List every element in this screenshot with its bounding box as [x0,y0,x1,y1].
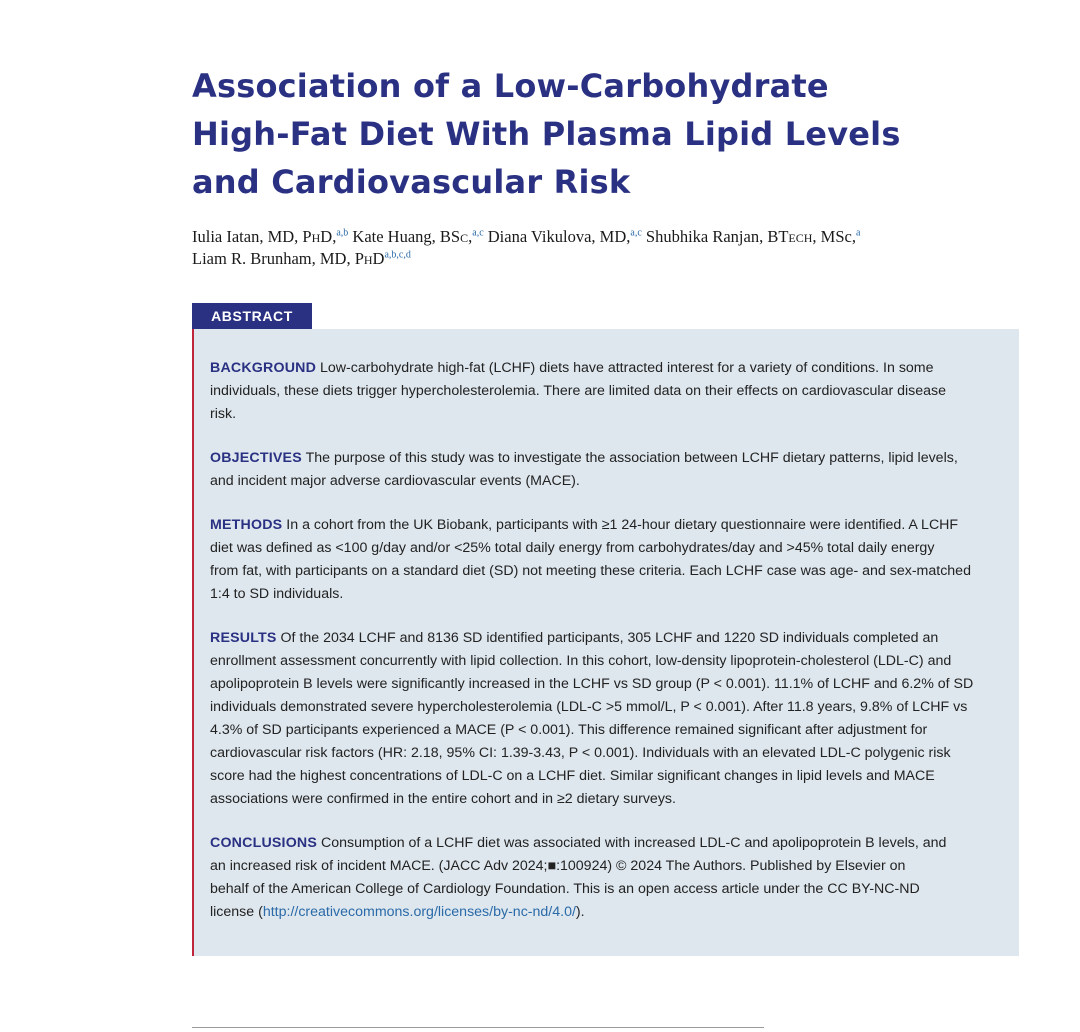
affiliation-marker[interactable]: a [855,227,861,239]
section-heading: METHODS [210,517,283,533]
author: Kate Huang, BSc,$^{a,c}$ [352,227,484,246]
author: Liam R. Brunham, MD, PhD$^{a,b,c,d}$ [192,249,411,268]
license-link[interactable]: http://creativecommons.org/licenses/by-nc-nd/4.0/ [262,904,576,920]
abstract-conclusions: CONCLUSIONS Consumption of a LCHF diet was associated with increased LDL-C and apolipoprotein B levels, and an increased risk of incident MACE. (JACC Adv 2024;■:100924) © 2024 The Authors. Published by Elsevier on behalf of the American College of Cardiology Foundation. This is an open access article under the CC BY-NC-ND license (http://creativecommons.org/licenses/by-nc-nd/4.0/). [210,835,947,920]
abstract-label: ABSTRACT [192,303,312,329]
author-line [192,248,1012,270]
footer-divider [192,1027,764,1028]
section-heading: CONCLUSIONS [210,835,318,851]
affiliation-marker[interactable]: a,b,c,d [384,249,411,261]
affiliation-marker[interactable]: a,b [336,227,349,239]
abstract-results: RESULTS Of the 2034 LCHF and 8136 SD identified participants, 305 LCHF and 1220 SD individuals completed an enrollment assessment concurrently with lipid collection. In this cohort, low-density lipoprotein-cholesterol (LDL-C) and apolipoprotein B levels were significantly increased in the LCHF vs SD group (P < 0.001). 11.1% of LCHF and 6.2% of SD individuals demonstrated severe hypercholesterolemia (LDL-C >5 mmol/L, P < 0.001). After 11.8 years, 9.8% of LCHF vs 4.3% of SD participants experienced a MACE (P < 0.001). This difference remained significant after adjustment for cardiovascular risk factors (HR: 2.18, 95% CI: 1.39-3.43, P < 0.001). Individuals with an elevated LDL-C polygenic risk score had the highest concentrations of LDL-C on a LCHF diet. Similar significant changes in lipid levels and MACE associations were confirmed in the entire cohort and in ≥2 dietary surveys. [210,630,974,807]
abstract-methods: METHODS In a cohort from the UK Biobank, participants with ≥1 24-hour dietary questionnaire were identified. A LCHF diet was defined as <100 g/day and/or <25% total daily energy from carbohydrates/day and >45% total daily energy from fat, with participants on a standard diet (SD) not meeting these criteria. Each LCHF case was age- and sex-matched 1:4 to SD individuals. [210,517,971,602]
title-line: Association of a Low-Carbohydrate [192,67,829,105]
abstract-objectives: OBJECTIVES The purpose of this study was to investigate the association between LCHF dietary patterns, lipid levels, and incident major adverse cardiovascular events (MACE). [210,450,958,489]
author: Iulia Iatan, MD, PhD,$^{a,b}$ [192,227,349,246]
abstract-background: BACKGROUND Low-carbohydrate high-fat (LCHF) diets have attracted interest for a variety of conditions. In some individuals, these diets trigger hypercholesterolemia. There are limited data on their effects on cardiovascular disease risk. [210,360,947,422]
author: Shubhika Ranjan, BTech, MSc,$^a$ [645,227,861,246]
author-line [192,226,1012,248]
article-title [192,62,1012,206]
author: Diana Vikulova, MD,$^{a,c}$ [487,227,642,246]
abstract-panel [192,329,1019,956]
section-heading: RESULTS [210,630,277,646]
author-list [192,226,1012,270]
title-line: High-Fat Diet With Plasma Lipid Levels [192,115,901,153]
title-line: and Cardiovascular Risk [192,163,631,201]
section-heading: BACKGROUND [210,360,317,376]
affiliation-marker[interactable]: a,c [630,227,642,239]
section-heading: OBJECTIVES [210,450,302,466]
affiliation-marker[interactable]: a,c [472,227,484,239]
